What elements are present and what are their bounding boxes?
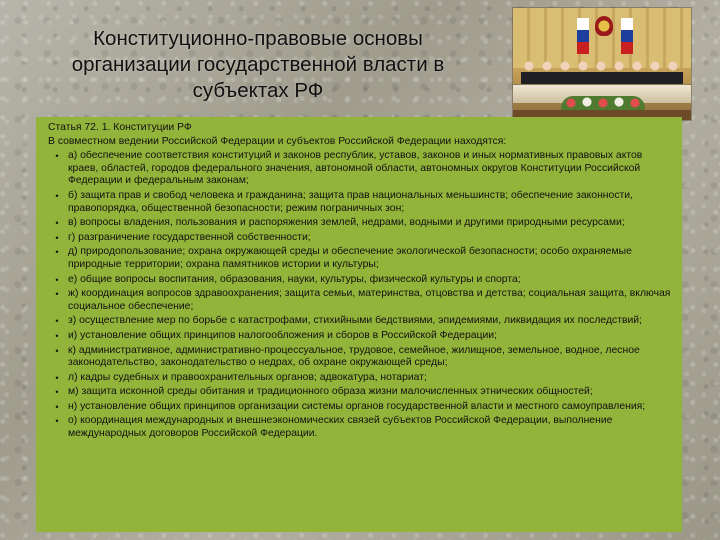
list-item — [46, 274, 672, 287]
list-item-text: к) административное, административно-процессуальное, трудовое, семейное, жилищное, земельное, водное, лесное законодательство, законодательство о недрах, об охране окружающей среды; — [68, 344, 640, 369]
list-item-text: м) защита исконной среды обитания и традиционного образа жизни малочисленных этнических общностей; — [68, 386, 593, 398]
list-item-text: д) природопользование; охрана окружающей среды и обеспечение экологической безопасности; особо охраняемые природные территории; охрана памятников истории и культуры; — [68, 246, 632, 270]
slide-title-line-3: субъектах РФ — [192, 79, 324, 102]
bullet-icon: • — [55, 274, 59, 285]
list-item-text: л) кадры судебных и правоохранительных органов; адвокатура, нотариат; — [68, 371, 427, 383]
bullet-icon: • — [55, 247, 59, 258]
list-item-text: н) установление общих принципов организации системы органов государственной власти и местного самоуправления; — [68, 400, 646, 412]
list-item-text: г) разграничение государственной собственности; — [68, 231, 311, 243]
list-item-text: з) осуществление мер по борьбе с катастрофами, стихийными бедствиями, эпидемиями, ликвидация их последствий; — [68, 315, 642, 327]
bullet-icon: • — [55, 289, 59, 300]
list-item-text: а) обеспечение соответствия конституций и законов республик, уставов, законов и иных нормативных правовых актов краев, областей, городов федерального значения, автономной области, автономных округов Конституции Российской Федерации и федеральным законам; — [68, 150, 643, 187]
slide-title-line-1: Конституционно-правовые основы — [93, 27, 423, 50]
list-item-text: е) общие вопросы воспитания, образования, науки, культуры, физической культуры и спорта; — [68, 273, 521, 285]
article-content-panel — [36, 117, 682, 532]
list-item — [46, 288, 672, 313]
list-item — [46, 190, 672, 215]
list-item-text: ж) координация вопросов здравоохранения; защита семьи, материнства, отцовства и детства; социальная защита, включая социальное обеспечение; — [68, 288, 671, 312]
state-emblem-icon — [595, 16, 613, 36]
list-item — [46, 330, 672, 343]
slide-title — [28, 26, 488, 104]
regional-flag-icon — [621, 18, 633, 54]
list-item-text: и) установление общих принципов налогообложения и сборов в Российской Федерации; — [68, 329, 497, 341]
bullet-icon: • — [55, 190, 59, 201]
bullet-icon: • — [55, 416, 59, 427]
list-item — [46, 315, 672, 328]
joint-jurisdiction-list — [46, 150, 672, 440]
photo-flower-arrangement — [561, 96, 645, 110]
list-item-text: в) вопросы владения, пользования и распоряжения землей, недрами, водными и другими природными ресурсами; — [68, 217, 625, 229]
list-item — [46, 401, 672, 414]
bullet-icon: • — [55, 372, 59, 383]
photo-officials-row — [521, 60, 683, 84]
bullet-icon: • — [55, 401, 59, 412]
bullet-icon: • — [55, 232, 59, 243]
bullet-icon: • — [55, 345, 59, 356]
bullet-icon: • — [55, 151, 59, 162]
list-item-text: б) защита прав и свобод человека и гражданина; защита прав национальных меньшинств; обеспечение законности, правопорядка, общественной безопасности; режим пограничных зон; — [68, 189, 633, 214]
list-item — [46, 386, 672, 399]
list-item — [46, 415, 672, 440]
slide-title-line-2: организации государственной власти в — [71, 53, 445, 76]
bullet-icon: • — [55, 330, 59, 341]
list-item — [46, 217, 672, 230]
list-item — [46, 246, 672, 271]
list-item — [46, 150, 672, 188]
russian-flag-icon — [577, 18, 589, 54]
bullet-icon: • — [55, 218, 59, 229]
list-item-text: о) координация международных и внешнеэкономических связей субъектов Российской Федерации, выполнение международных договоров Российской Федерации. — [68, 415, 613, 440]
parliament-session-photo — [513, 8, 691, 120]
list-item — [46, 345, 672, 370]
article-title: Статья 72. 1. Конституции РФ — [48, 122, 192, 133]
bullet-icon: • — [55, 387, 59, 398]
list-item — [46, 232, 672, 245]
bullet-icon: • — [55, 316, 59, 327]
article-intro: В совместном ведении Российской Федерации и субъектов Российской Федерации находятся: — [48, 135, 507, 147]
list-item — [46, 372, 672, 385]
